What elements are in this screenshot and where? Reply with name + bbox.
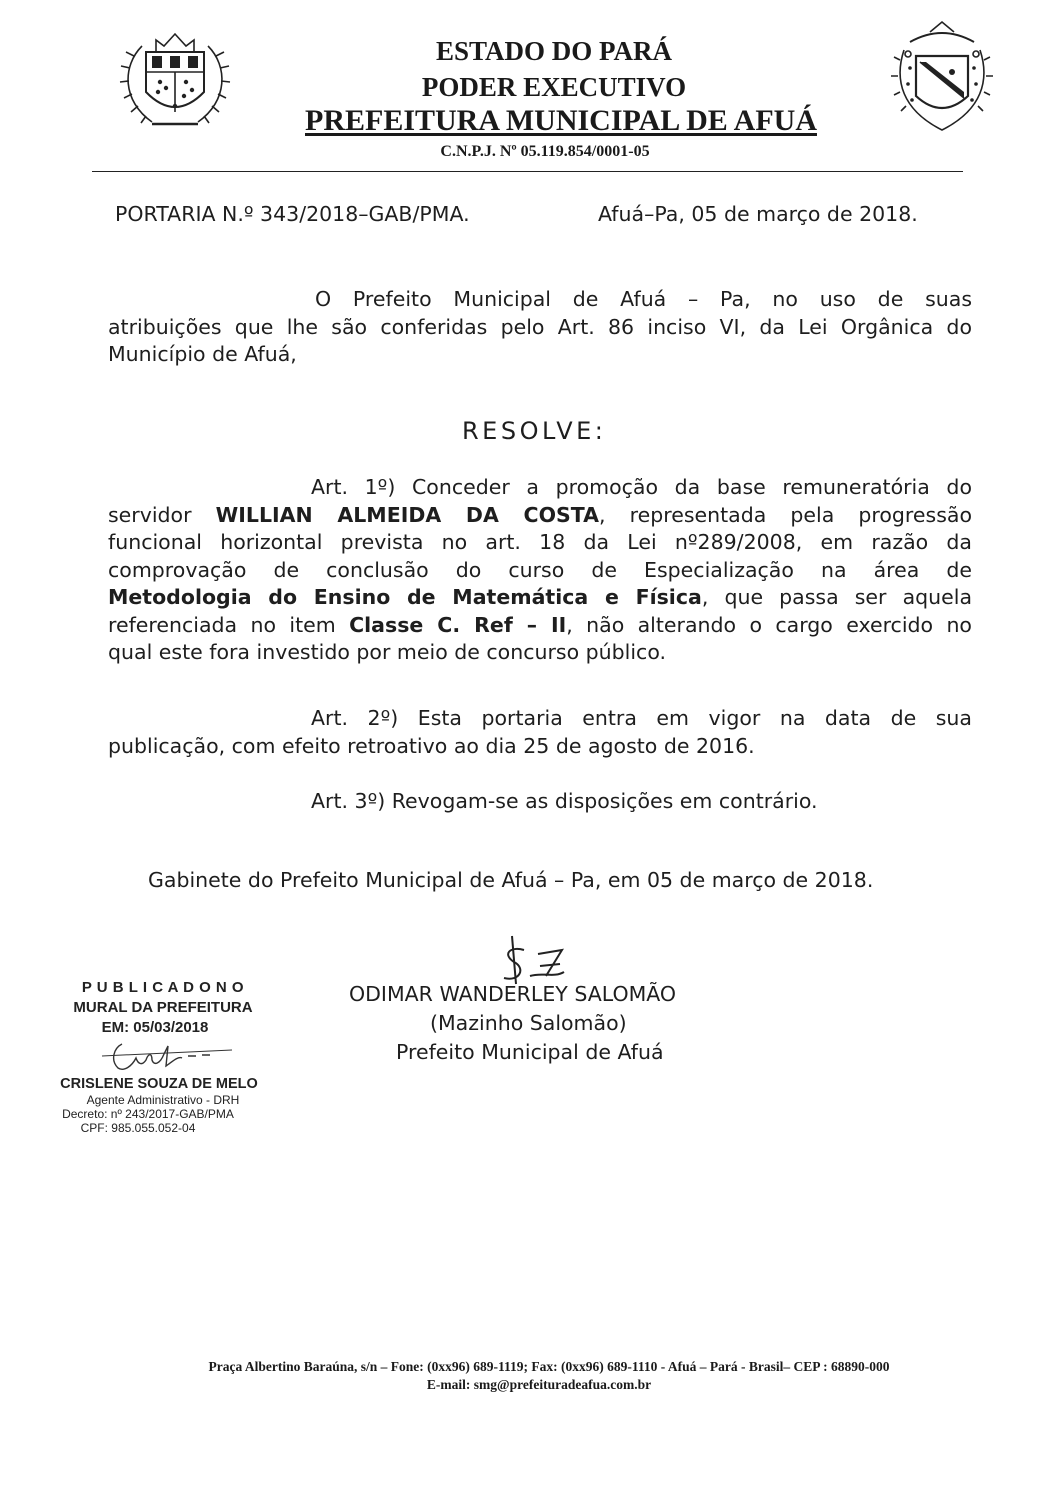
article-1 bbox=[108, 474, 972, 667]
clerk-block bbox=[40, 1075, 286, 1135]
resolve-heading: RESOLVE: bbox=[462, 417, 607, 445]
header-power: PODER EXECUTIVO bbox=[421, 72, 687, 102]
preamble-line3: Município de Afuá, bbox=[108, 342, 297, 366]
preamble bbox=[108, 286, 972, 369]
preamble-lead: O Prefeito Municipal de Afuá – Pa, bbox=[315, 287, 751, 311]
article-1-line6b: , não alterando o cargo exercido no bbox=[566, 612, 972, 637]
footer-address: Praça Albertino Baraúna, s/n – Fone: (0xx96) 689-1119; Fax: (0xx96) 689-1110 - Afuá – Pará - Brasil– CEP : 68890-000 bbox=[208, 1359, 890, 1374]
ordinance-number: PORTARIA N.º 343/2018–GAB/PMA. bbox=[115, 202, 470, 226]
signatory-nickname: (Mazinho Salomão) bbox=[430, 1011, 627, 1035]
article-1-line3: funcional horizontal prevista no art. 18 da Lei nº289/2008, em razão da bbox=[108, 530, 972, 554]
publication-stamp bbox=[40, 978, 286, 1038]
signatory-title: Prefeito Municipal de Afuá bbox=[396, 1040, 664, 1064]
career-class: Classe C. Ref – II bbox=[349, 612, 567, 637]
signatory-name: ODIMAR WANDERLEY SALOMÃO bbox=[349, 982, 677, 1006]
clerk-name: CRISLENE SOUZA DE MELO bbox=[60, 1076, 258, 1092]
article-3: Art. 3º) Revogam-se as disposições em contrário. bbox=[311, 789, 818, 813]
header-state: ESTADO DO PARÁ bbox=[435, 36, 672, 66]
article-1-line2b: , representada pela progressão bbox=[599, 502, 972, 527]
article-2-line2: publicação, com efeito retroativo ao dia 25 de agosto de 2016. bbox=[108, 733, 755, 758]
article-1-line4: comprovação de conclusão do curso de Especialização na área de bbox=[108, 557, 972, 582]
article-2-line1: Art. 2º) Esta portaria entra em vigor na data de sua bbox=[311, 706, 972, 730]
article-2 bbox=[108, 705, 972, 760]
header-rule bbox=[92, 171, 963, 172]
article-1-line6a: referenciada no item bbox=[108, 612, 350, 637]
stamp-mural: MURAL DA PREFEITURA bbox=[73, 999, 253, 1016]
article-1-line2a: servidor bbox=[108, 502, 216, 527]
servant-name: WILLIAN ALMEIDA DA COSTA bbox=[215, 502, 600, 527]
stamp-date: EM: 05/03/2018 bbox=[101, 1019, 209, 1036]
preamble-line1-rest: no uso de suas bbox=[750, 287, 973, 311]
header-cnpj: C.N.P.J. Nº 05.119.854/0001-05 bbox=[440, 143, 650, 160]
clerk-role: Agente Administrativo - DRH bbox=[86, 1093, 240, 1107]
clerk-signature-image bbox=[92, 1036, 242, 1076]
clerk-cpf: CPF: 985.055.052-04 bbox=[80, 1121, 196, 1135]
ordinance-place-date: Afuá–Pa, 05 de março de 2018. bbox=[598, 202, 918, 226]
article-1-line7: qual este fora investido por meio de concurso público. bbox=[108, 640, 667, 664]
stamp-published: P U B L I C A D O N O bbox=[81, 979, 245, 996]
article-1-line5b: , que passa ser aquela bbox=[701, 585, 973, 609]
clerk-decree: Decreto: nº 243/2017-GAB/PMA bbox=[62, 1107, 234, 1121]
preamble-line2: atribuições que lhe são conferidas pelo Art. 86 inciso VI, da Lei Orgânica do bbox=[108, 314, 972, 339]
closing-line: Gabinete do Prefeito Municipal de Afuá – Pa, em 05 de março de 2018. bbox=[148, 868, 874, 892]
footer-email: E-mail: smg@prefeituradeafua.com.br bbox=[426, 1377, 652, 1392]
article-1-line1: Art. 1º) Conceder a promoção da base remuneratória do bbox=[311, 475, 972, 499]
specialization-area: Metodologia do Ensino de Matemática e Física bbox=[108, 585, 702, 609]
header-municipality: PREFEITURA MUNICIPAL DE AFUÁ bbox=[305, 104, 817, 137]
